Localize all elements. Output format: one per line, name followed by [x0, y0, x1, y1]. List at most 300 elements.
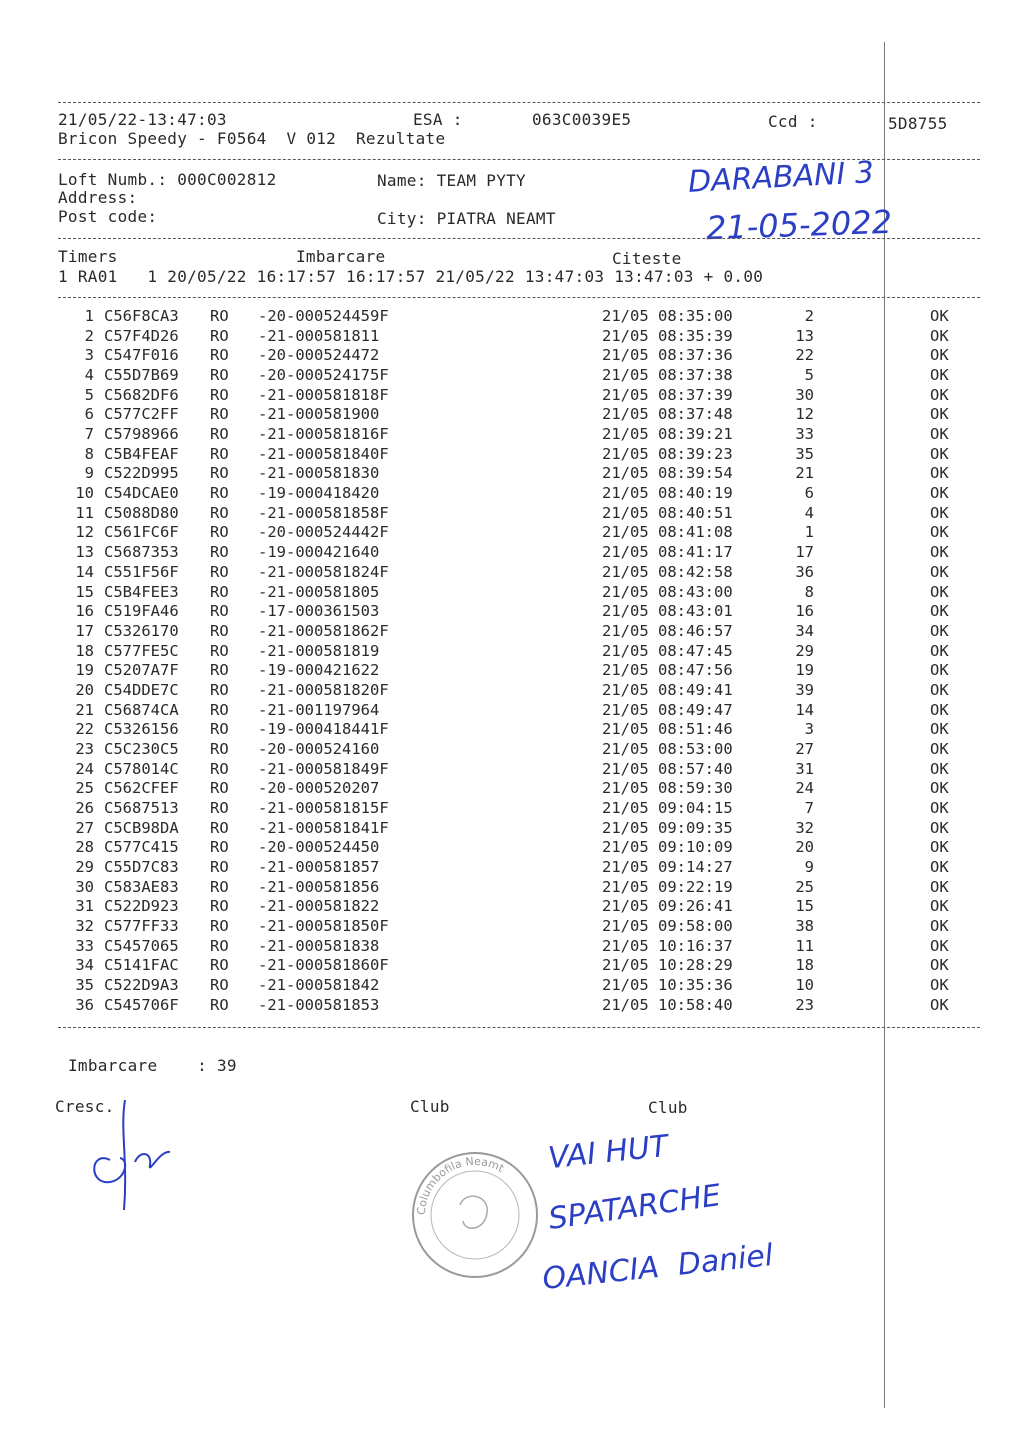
- club-stamp: [405, 1145, 545, 1285]
- status-ok: OK: [930, 779, 949, 798]
- row-index: 27: [75, 818, 94, 837]
- basket-position: 17: [795, 543, 814, 562]
- arrival-time: 21/05 08:47:45: [602, 641, 733, 660]
- status-ok: OK: [930, 720, 949, 739]
- arrival-time: 21/05 10:16:37: [602, 936, 733, 955]
- ring-country: RO: [210, 346, 229, 365]
- row-index: 3: [84, 346, 94, 365]
- table-row: [0, 720, 1024, 740]
- arrival-time: 21/05 08:39:23: [602, 444, 733, 463]
- table-row: [0, 858, 1024, 878]
- row-index: 1: [84, 307, 94, 325]
- table-row: [0, 799, 1024, 819]
- arrival-time: 21/05 08:37:39: [602, 385, 733, 404]
- ring-number: -21-000581857: [258, 858, 380, 877]
- basket-position: 1: [804, 523, 814, 542]
- city-label: City: PIATRA NEAMT: [377, 209, 556, 228]
- chip-code: C561FC6F: [104, 523, 179, 542]
- chip-code: C562CFEF: [104, 779, 179, 798]
- arrival-time: 21/05 08:47:56: [602, 661, 733, 680]
- ring-number: -21-000581805: [258, 582, 380, 601]
- ring-country: RO: [210, 838, 229, 857]
- table-row: [0, 878, 1024, 898]
- table-row: [0, 740, 1024, 760]
- basket-position: 5: [804, 366, 814, 385]
- arrival-time: 21/05 10:28:29: [602, 956, 733, 975]
- chip-code: C56F8CA3: [104, 307, 179, 325]
- arrival-time: 21/05 08:37:36: [602, 346, 733, 365]
- arrival-time: 21/05 08:43:00: [602, 582, 733, 601]
- basket-position: 15: [795, 897, 814, 916]
- row-index: 34: [75, 956, 94, 975]
- row-index: 19: [75, 661, 94, 680]
- ring-number: -21-000581860F: [258, 956, 389, 975]
- ring-number: -20-000524160: [258, 739, 380, 758]
- ring-number: -21-000581850F: [258, 917, 389, 936]
- arrival-time: 21/05 08:35:39: [602, 326, 733, 345]
- status-ok: OK: [930, 976, 949, 995]
- cresc-label: Cresc.: [55, 1097, 115, 1116]
- ring-country: RO: [210, 523, 229, 542]
- ring-country: RO: [210, 976, 229, 995]
- address-label: Address:: [58, 188, 138, 207]
- device-line: Bricon Speedy - F0564 V 012 Rezultate: [58, 129, 446, 148]
- arrival-time: 21/05 09:04:15: [602, 799, 733, 817]
- ring-country: RO: [210, 759, 229, 778]
- timers-label: Timers: [58, 247, 118, 266]
- chip-code: C54DDE7C: [104, 680, 179, 699]
- basket-position: 7: [804, 799, 814, 817]
- basket-position: 4: [804, 503, 814, 522]
- status-ok: OK: [930, 680, 949, 699]
- ring-number: -21-000581819: [258, 641, 380, 660]
- row-index: 29: [75, 858, 94, 877]
- row-index: 36: [75, 995, 94, 1014]
- ring-country: RO: [210, 956, 229, 975]
- chip-code: C5B4FEAF: [104, 444, 179, 463]
- table-row: [0, 602, 1024, 622]
- ring-country: RO: [210, 503, 229, 522]
- row-index: 14: [75, 562, 94, 581]
- table-row: [0, 523, 1024, 543]
- ring-country: RO: [210, 799, 229, 817]
- ring-country: RO: [210, 917, 229, 936]
- basket-position: 12: [795, 405, 814, 424]
- chip-code: C55D7B69: [104, 366, 179, 385]
- chip-code: C5682DF6: [104, 385, 179, 404]
- arrival-time: 21/05 08:41:08: [602, 523, 733, 542]
- status-ok: OK: [930, 858, 949, 877]
- separator-loft: [58, 238, 980, 239]
- arrival-time: 21/05 08:51:46: [602, 720, 733, 739]
- ring-country: RO: [210, 582, 229, 601]
- ring-country: RO: [210, 366, 229, 385]
- status-ok: OK: [930, 602, 949, 621]
- basket-position: 29: [795, 641, 814, 660]
- arrival-time: 21/05 10:35:36: [602, 976, 733, 995]
- arrival-time: 21/05 08:40:19: [602, 484, 733, 503]
- ring-number: -21-000581815F: [258, 799, 389, 817]
- table-row: [0, 583, 1024, 603]
- status-ok: OK: [930, 366, 949, 385]
- ring-number: -21-000581822: [258, 897, 380, 916]
- row-index: 11: [75, 503, 94, 522]
- ring-country: RO: [210, 936, 229, 955]
- ring-country: RO: [210, 405, 229, 424]
- ring-country: RO: [210, 484, 229, 503]
- chip-code: C57F4D26: [104, 326, 179, 345]
- basket-position: 24: [795, 779, 814, 798]
- row-index: 33: [75, 936, 94, 955]
- status-ok: OK: [930, 425, 949, 444]
- loft-number: Loft Numb.: 000C002812: [58, 170, 277, 189]
- table-row: [0, 976, 1024, 996]
- arrival-time: 21/05 09:14:27: [602, 858, 733, 877]
- status-ok: OK: [930, 385, 949, 404]
- arrival-time: 21/05 08:57:40: [602, 759, 733, 778]
- chip-code: C578014C: [104, 759, 179, 778]
- status-ok: OK: [930, 799, 949, 817]
- chip-code: C547F016: [104, 346, 179, 365]
- chip-code: C545706F: [104, 995, 179, 1014]
- arrival-time: 21/05 08:43:01: [602, 602, 733, 621]
- row-index: 18: [75, 641, 94, 660]
- arrival-time: 21/05 08:40:51: [602, 503, 733, 522]
- ring-number: -21-000581900: [258, 405, 380, 424]
- ring-number: -21-000581838: [258, 936, 380, 955]
- chip-code: C5687513: [104, 799, 179, 817]
- row-index: 17: [75, 621, 94, 640]
- status-ok: OK: [930, 956, 949, 975]
- arrival-time: 21/05 08:46:57: [602, 621, 733, 640]
- arrival-time: 21/05 09:10:09: [602, 838, 733, 857]
- status-ok: OK: [930, 464, 949, 483]
- ring-country: RO: [210, 621, 229, 640]
- status-ok: OK: [930, 346, 949, 365]
- basket-position: 13: [795, 326, 814, 345]
- row-index: 24: [75, 759, 94, 778]
- fancier-name: Name: TEAM PYTY: [377, 171, 526, 190]
- ring-number: -21-000581842: [258, 976, 380, 995]
- arrival-time: 21/05 09:26:41: [602, 897, 733, 916]
- ring-country: RO: [210, 562, 229, 581]
- ring-country: RO: [210, 897, 229, 916]
- basket-position: 39: [795, 680, 814, 699]
- handwritten-place: DARABANI 3: [687, 155, 875, 200]
- table-row: [0, 681, 1024, 701]
- status-ok: OK: [930, 621, 949, 640]
- status-ok: OK: [930, 995, 949, 1014]
- table-row: [0, 701, 1024, 721]
- club-signature-3: OANCIA Daniel: [540, 1237, 775, 1298]
- basket-position: 6: [804, 484, 814, 503]
- chip-code: C577C415: [104, 838, 179, 857]
- row-index: 22: [75, 720, 94, 739]
- row-index: 35: [75, 976, 94, 995]
- imbarcare-header: Imbarcare: [296, 247, 386, 266]
- table-row: [0, 366, 1024, 386]
- table-row: [0, 504, 1024, 524]
- table-row: [0, 405, 1024, 425]
- status-ok: OK: [930, 838, 949, 857]
- basket-position: 30: [795, 385, 814, 404]
- ring-country: RO: [210, 602, 229, 621]
- chip-code: C5326156: [104, 720, 179, 739]
- esa-value: 063C0039E5: [532, 110, 632, 129]
- citeste-header: Citeste: [612, 249, 682, 268]
- ring-number: -21-000581830: [258, 464, 380, 483]
- handwritten-date: 21-05-2022: [705, 202, 893, 248]
- chip-code: C5CB98DA: [104, 818, 179, 837]
- chip-code: C5C230C5: [104, 739, 179, 758]
- chip-code: C55D7C83: [104, 858, 179, 877]
- separator-timers: [58, 297, 980, 298]
- arrival-time: 21/05 08:37:38: [602, 366, 733, 385]
- club-label-1: Club: [410, 1097, 450, 1116]
- arrival-time: 21/05 08:41:17: [602, 543, 733, 562]
- ring-number: -21-001197964: [258, 700, 380, 719]
- club-signature-2: SPATARCHE: [546, 1178, 723, 1237]
- table-row: [0, 661, 1024, 681]
- table-row: [0, 897, 1024, 917]
- table-row: [0, 956, 1024, 976]
- club-signature-1: VAI HUT: [546, 1128, 670, 1177]
- chip-code: C5326170: [104, 621, 179, 640]
- status-ok: OK: [930, 503, 949, 522]
- fancier-signature: [80, 1090, 190, 1220]
- row-index: 16: [75, 602, 94, 621]
- ring-number: -21-000581858F: [258, 503, 389, 522]
- chip-code: C5088D80: [104, 503, 179, 522]
- ring-number: -19-000418420: [258, 484, 380, 503]
- ring-number: -20-000524472: [258, 346, 380, 365]
- status-ok: OK: [930, 562, 949, 581]
- ring-number: -21-000581856: [258, 877, 380, 896]
- arrival-time: 21/05 09:09:35: [602, 818, 733, 837]
- basket-position: 21: [795, 464, 814, 483]
- stamp-text: Columbofila Neamt: [414, 1154, 507, 1216]
- table-row: [0, 543, 1024, 563]
- ring-number: -17-000361503: [258, 602, 380, 621]
- arrival-time: 21/05 09:22:19: [602, 877, 733, 896]
- status-ok: OK: [930, 759, 949, 778]
- chip-code: C5798966: [104, 425, 179, 444]
- table-row: [0, 622, 1024, 642]
- basket-position: 20: [795, 838, 814, 857]
- ring-number: -20-000524175F: [258, 366, 389, 385]
- status-ok: OK: [930, 700, 949, 719]
- ring-country: RO: [210, 995, 229, 1014]
- table-row: [0, 819, 1024, 839]
- basket-position: 8: [804, 582, 814, 601]
- chip-code: C5141FAC: [104, 956, 179, 975]
- chip-code: C522D923: [104, 897, 179, 916]
- ring-number: -21-000581853: [258, 995, 380, 1014]
- status-ok: OK: [930, 739, 949, 758]
- ccd-label: Ccd :: [768, 112, 818, 131]
- ring-number: -19-000418441F: [258, 720, 389, 739]
- basket-position: 14: [795, 700, 814, 719]
- basket-position: 2: [804, 307, 814, 325]
- ring-country: RO: [210, 700, 229, 719]
- row-index: 8: [84, 444, 94, 463]
- chip-code: C56874CA: [104, 700, 179, 719]
- ring-country: RO: [210, 326, 229, 345]
- report-datetime: 21/05/22-13:47:03: [58, 110, 227, 129]
- chip-code: C583AE83: [104, 877, 179, 896]
- row-index: 5: [84, 385, 94, 404]
- ring-number: -20-000524459F: [258, 307, 389, 325]
- status-ok: OK: [930, 877, 949, 896]
- chip-code: C5207A7F: [104, 661, 179, 680]
- timer-line: 1 RA01 1 20/05/22 16:17:57 16:17:57 21/05/22 13:47:03 13:47:03 + 0.00: [58, 267, 764, 286]
- table-row: [0, 484, 1024, 504]
- ring-country: RO: [210, 680, 229, 699]
- row-index: 32: [75, 917, 94, 936]
- ring-country: RO: [210, 641, 229, 660]
- club-label-2: Club: [648, 1098, 688, 1117]
- ring-number: -21-000581824F: [258, 562, 389, 581]
- basket-position: 25: [795, 877, 814, 896]
- ring-country: RO: [210, 307, 229, 325]
- chip-code: C551F56F: [104, 562, 179, 581]
- basket-position: 23: [795, 995, 814, 1014]
- arrival-time: 21/05 08:39:54: [602, 464, 733, 483]
- table-row: [0, 563, 1024, 583]
- ring-country: RO: [210, 543, 229, 562]
- status-ok: OK: [930, 523, 949, 542]
- status-ok: OK: [930, 484, 949, 503]
- basket-position: 16: [795, 602, 814, 621]
- chip-code: C5457065: [104, 936, 179, 955]
- chip-code: C5687353: [104, 543, 179, 562]
- arrival-time: 21/05 08:49:41: [602, 680, 733, 699]
- row-index: 21: [75, 700, 94, 719]
- separator-top: [58, 102, 980, 103]
- row-index: 9: [84, 464, 94, 483]
- ccd-value: 5D8755: [888, 114, 948, 133]
- basket-position: 10: [795, 976, 814, 995]
- table-row: [0, 996, 1024, 1016]
- row-index: 26: [75, 799, 94, 817]
- row-index: 7: [84, 425, 94, 444]
- arrival-time: 21/05 09:58:00: [602, 917, 733, 936]
- basket-position: 11: [795, 936, 814, 955]
- ring-number: -21-000581818F: [258, 385, 389, 404]
- status-ok: OK: [930, 543, 949, 562]
- esa-label: ESA :: [413, 110, 463, 129]
- ring-number: -21-000581820F: [258, 680, 389, 699]
- ring-country: RO: [210, 720, 229, 739]
- row-index: 4: [84, 366, 94, 385]
- table-row: [0, 346, 1024, 366]
- row-index: 28: [75, 838, 94, 857]
- ring-number: -21-000581849F: [258, 759, 389, 778]
- imbarcare-total: Imbarcare : 39: [68, 1056, 237, 1075]
- basket-position: 19: [795, 661, 814, 680]
- row-index: 20: [75, 680, 94, 699]
- status-ok: OK: [930, 444, 949, 463]
- table-row: [0, 386, 1024, 406]
- status-ok: OK: [930, 582, 949, 601]
- status-ok: OK: [930, 326, 949, 345]
- ring-country: RO: [210, 464, 229, 483]
- status-ok: OK: [930, 936, 949, 955]
- chip-code: C522D9A3: [104, 976, 179, 995]
- ring-number: -20-000520207: [258, 779, 380, 798]
- table-row: [0, 464, 1024, 484]
- ring-number: -20-000524442F: [258, 523, 389, 542]
- ring-number: -19-000421622: [258, 661, 380, 680]
- table-row: [0, 917, 1024, 937]
- ring-number: -21-000581840F: [258, 444, 389, 463]
- table-row: [0, 838, 1024, 858]
- ring-country: RO: [210, 858, 229, 877]
- table-row: [0, 445, 1024, 465]
- basket-position: 22: [795, 346, 814, 365]
- arrival-time: 21/05 08:35:00: [602, 307, 733, 325]
- status-ok: OK: [930, 307, 949, 325]
- row-index: 25: [75, 779, 94, 798]
- ring-number: -21-000581816F: [258, 425, 389, 444]
- basket-position: 35: [795, 444, 814, 463]
- separator-bottom: [58, 1027, 980, 1028]
- chip-code: C577C2FF: [104, 405, 179, 424]
- table-row: [0, 937, 1024, 957]
- ring-country: RO: [210, 425, 229, 444]
- basket-position: 3: [804, 720, 814, 739]
- ring-country: RO: [210, 877, 229, 896]
- table-row: [0, 327, 1024, 347]
- chip-code: C522D995: [104, 464, 179, 483]
- row-index: 12: [75, 523, 94, 542]
- post-code-label: Post code:: [58, 207, 158, 226]
- row-index: 2: [84, 326, 94, 345]
- ring-country: RO: [210, 818, 229, 837]
- ring-number: -20-000524450: [258, 838, 380, 857]
- arrival-time: 21/05 08:42:58: [602, 562, 733, 581]
- arrival-time: 21/05 08:59:30: [602, 779, 733, 798]
- arrival-time: 21/05 08:39:21: [602, 425, 733, 444]
- basket-position: 31: [795, 759, 814, 778]
- arrival-time: 21/05 08:49:47: [602, 700, 733, 719]
- ring-country: RO: [210, 779, 229, 798]
- ring-number: -21-000581862F: [258, 621, 389, 640]
- status-ok: OK: [930, 818, 949, 837]
- table-row: [0, 779, 1024, 799]
- basket-position: 27: [795, 739, 814, 758]
- status-ok: OK: [930, 405, 949, 424]
- table-row: [0, 642, 1024, 662]
- table-row: [0, 760, 1024, 780]
- status-ok: OK: [930, 917, 949, 936]
- row-index: 6: [84, 405, 94, 424]
- basket-position: 34: [795, 621, 814, 640]
- chip-code: C5B4FEE3: [104, 582, 179, 601]
- arrival-time: 21/05 08:53:00: [602, 739, 733, 758]
- row-index: 13: [75, 543, 94, 562]
- row-index: 23: [75, 739, 94, 758]
- ring-number: -21-000581841F: [258, 818, 389, 837]
- status-ok: OK: [930, 661, 949, 680]
- basket-position: 33: [795, 425, 814, 444]
- basket-position: 18: [795, 956, 814, 975]
- chip-code: C577FE5C: [104, 641, 179, 660]
- status-ok: OK: [930, 641, 949, 660]
- chip-code: C577FF33: [104, 917, 179, 936]
- basket-position: 9: [804, 858, 814, 877]
- ring-number: -19-000421640: [258, 543, 380, 562]
